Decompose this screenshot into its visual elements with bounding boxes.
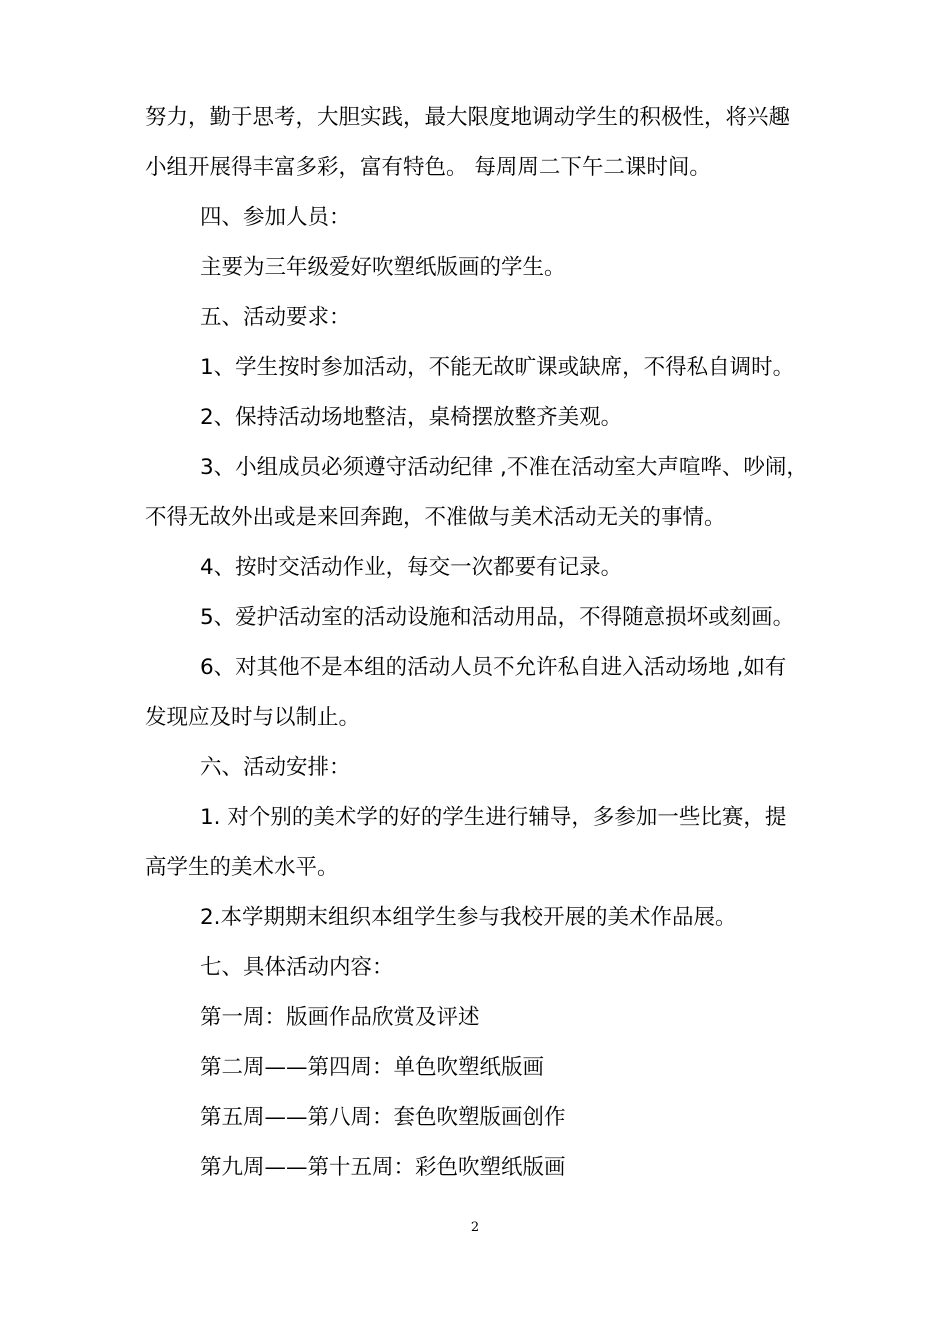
requirement-item-6: 6、对其他不是本组的活动人员不允许私自进入活动场地 ,如有 bbox=[200, 655, 787, 680]
requirement-item-3-continued: 不得无故外出或是来回奔跑，不准做与美术活动无关的事情。 bbox=[145, 505, 726, 530]
schedule-item: 第九周——第十五周：彩色吹塑纸版画 bbox=[200, 1155, 566, 1180]
arrangement-item-2: 2.本学期期末组织本组学生参与我校开展的美术作品展。 bbox=[200, 905, 737, 930]
requirement-item-6-continued: 发现应及时与以制止。 bbox=[145, 705, 361, 730]
section-heading-arrangement: 六、活动安排： bbox=[200, 755, 351, 780]
body-text-line: 小组开展得丰富多彩，富有特色。 每周周二下午二课时间。 bbox=[145, 155, 711, 180]
section-heading-content: 七、具体活动内容： bbox=[200, 955, 394, 980]
schedule-item: 第五周——第八周：套色吹塑版画创作 bbox=[200, 1105, 566, 1130]
requirement-item-4: 4、按时交活动作业，每交一次都要有记录。 bbox=[200, 555, 623, 580]
section-heading-requirements: 五、活动要求： bbox=[200, 305, 351, 330]
body-text-line: 努力，勤于思考，大胆实践，最大限度地调动学生的积极性，将兴趣 bbox=[145, 105, 791, 130]
requirement-item-2: 2、保持活动场地整洁，桌椅摆放整齐美观。 bbox=[200, 405, 623, 430]
body-text-line: 主要为三年级爱好吹塑纸版画的学生。 bbox=[200, 255, 566, 280]
requirement-item-1: 1、学生按时参加活动，不能无故旷课或缺席，不得私自调时。 bbox=[200, 355, 795, 380]
arrangement-item-1: 1. 对个别的美术学的好的学生进行辅导，多参加一些比赛，提 bbox=[200, 805, 787, 830]
requirement-item-5: 5、爱护活动室的活动设施和活动用品，不得随意损坏或刻画。 bbox=[200, 605, 795, 630]
schedule-item: 第二周——第四周：单色吹塑纸版画 bbox=[200, 1055, 545, 1080]
schedule-item: 第一周：版画作品欣赏及评述 bbox=[200, 1005, 480, 1030]
arrangement-item-1-continued: 高学生的美术水平。 bbox=[145, 855, 339, 880]
requirement-item-3: 3、小组成员必须遵守活动纪律 ,不准在活动室大声喧哗、吵闹， bbox=[200, 455, 808, 480]
section-heading-participants: 四、参加人员： bbox=[200, 205, 351, 230]
page-number: 2 bbox=[470, 1220, 480, 1235]
